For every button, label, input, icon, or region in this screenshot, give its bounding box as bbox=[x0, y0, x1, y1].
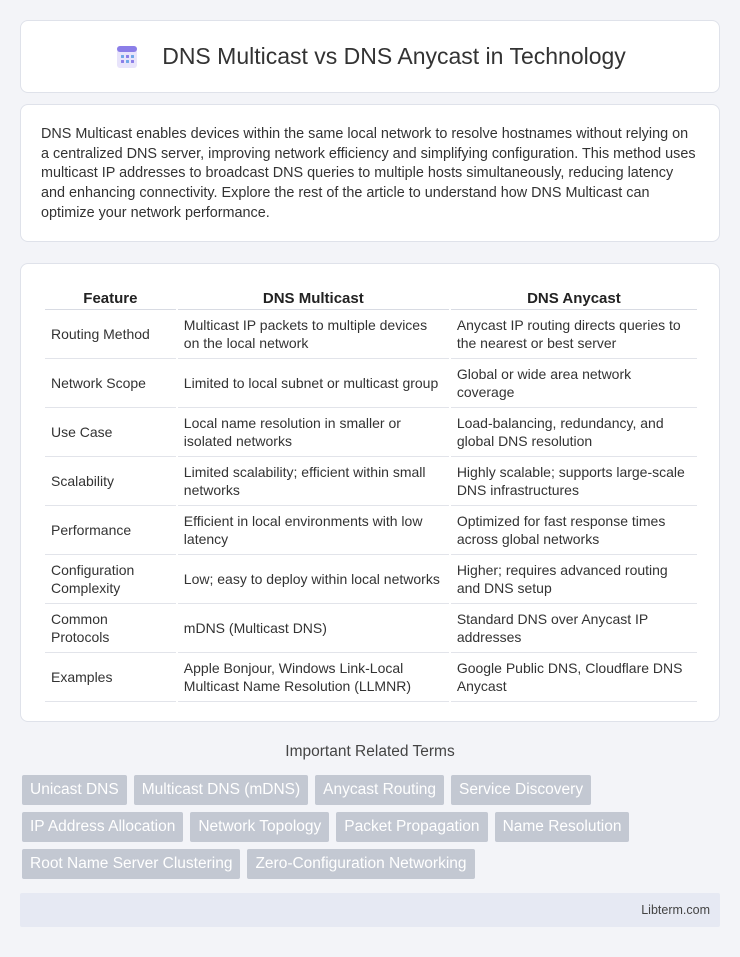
intro-paragraph: DNS Multicast enables devices within the same local network to resolve hostnames without relying on a centralized DNS server, improving network efficiency and simplifying configuration. This method uses multicast IP addresses to broadcast DNS queries to multiple hosts simultaneously, reducing latency and enhancing connectivity. Explore the rest of the article to understand how DNS Multicast can optimize your network performance. bbox=[41, 126, 696, 221]
table-row bbox=[45, 457, 697, 506]
page-title: DNS Multicast vs DNS Anycast in Technology bbox=[162, 43, 626, 69]
anycast-cell: Standard DNS over Anycast IP addresses bbox=[451, 604, 697, 653]
tag-packet-propagation[interactable]: Packet Propagation bbox=[336, 812, 487, 842]
multicast-cell: Limited scalability; efficient within small networks bbox=[178, 457, 449, 506]
tag-name-resolution[interactable]: Name Resolution bbox=[495, 812, 630, 842]
table-row bbox=[45, 506, 697, 555]
header-dns-multicast: DNS Multicast bbox=[178, 284, 449, 310]
feature-cell: Network Scope bbox=[45, 359, 176, 408]
multicast-cell: Efficient in local environments with low latency bbox=[178, 506, 449, 555]
title-card bbox=[20, 20, 720, 93]
feature-cell: Use Case bbox=[45, 408, 176, 457]
anycast-cell: Google Public DNS, Cloudflare DNS Anycast bbox=[451, 653, 697, 702]
tag-ip-address-allocation[interactable]: IP Address Allocation bbox=[22, 812, 183, 842]
tag-row bbox=[22, 849, 722, 879]
table-row bbox=[45, 653, 697, 702]
multicast-cell: Low; easy to deploy within local networks bbox=[178, 555, 449, 604]
header-dns-anycast: DNS Anycast bbox=[451, 284, 697, 310]
tag-multicast-dns[interactable]: Multicast DNS (mDNS) bbox=[134, 775, 308, 805]
anycast-cell: Load-balancing, redundancy, and global DNS resolution bbox=[451, 408, 697, 457]
tag-zero-configuration-networking[interactable]: Zero-Configuration Networking bbox=[247, 849, 474, 879]
anycast-cell: Optimized for fast response times across global networks bbox=[451, 506, 697, 555]
header-feature: Feature bbox=[45, 284, 176, 310]
multicast-cell: Multicast IP packets to multiple devices on the local network bbox=[178, 310, 449, 359]
tag-unicast-dns[interactable]: Unicast DNS bbox=[22, 775, 127, 805]
intro-card bbox=[20, 104, 720, 242]
table-row bbox=[45, 555, 697, 604]
tag-network-topology[interactable]: Network Topology bbox=[190, 812, 329, 842]
related-terms-title: Important Related Terms bbox=[285, 743, 455, 760]
feature-cell: Performance bbox=[45, 506, 176, 555]
anycast-cell: Anycast IP routing directs queries to the nearest or best server bbox=[451, 310, 697, 359]
tag-anycast-routing[interactable]: Anycast Routing bbox=[315, 775, 444, 805]
table-row bbox=[45, 310, 697, 359]
comparison-table bbox=[43, 284, 699, 702]
feature-cell: Routing Method bbox=[45, 310, 176, 359]
feature-cell: Common Protocols bbox=[45, 604, 176, 653]
feature-cell: Scalability bbox=[45, 457, 176, 506]
title-wrap bbox=[114, 43, 626, 70]
footer bbox=[20, 893, 720, 927]
multicast-cell: Apple Bonjour, Windows Link-Local Multicast Name Resolution (LLMNR) bbox=[178, 653, 449, 702]
anycast-cell: Global or wide area network coverage bbox=[451, 359, 697, 408]
table-row bbox=[45, 604, 697, 653]
table-header-row bbox=[45, 284, 697, 310]
table-row bbox=[45, 408, 697, 457]
multicast-cell: Local name resolution in smaller or isolated networks bbox=[178, 408, 449, 457]
tag-service-discovery[interactable]: Service Discovery bbox=[451, 775, 591, 805]
comparison-card bbox=[20, 263, 720, 722]
feature-cell: Configuration Complexity bbox=[45, 555, 176, 604]
multicast-cell: mDNS (Multicast DNS) bbox=[178, 604, 449, 653]
document-icon bbox=[114, 44, 140, 70]
table-row bbox=[45, 359, 697, 408]
anycast-cell: Higher; requires advanced routing and DNS setup bbox=[451, 555, 697, 604]
anycast-cell: Highly scalable; supports large-scale DNS infrastructures bbox=[451, 457, 697, 506]
tag-root-name-server-clustering[interactable]: Root Name Server Clustering bbox=[22, 849, 240, 879]
related-terms-tags bbox=[22, 775, 722, 886]
tag-row bbox=[22, 775, 722, 805]
tag-row bbox=[22, 812, 722, 842]
footer-site-link[interactable]: Libterm.com bbox=[641, 903, 710, 917]
feature-cell: Examples bbox=[45, 653, 176, 702]
multicast-cell: Limited to local subnet or multicast group bbox=[178, 359, 449, 408]
